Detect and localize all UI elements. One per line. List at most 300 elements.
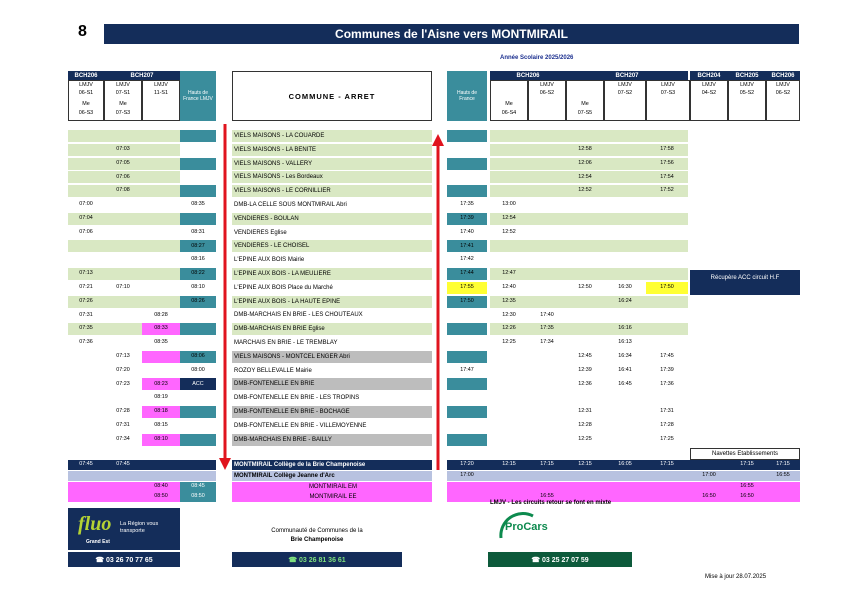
time-left — [142, 158, 180, 170]
dest-time-left: 07:45 — [79, 461, 93, 468]
time-left — [104, 130, 142, 142]
phone-fluo[interactable]: ☎ 03 26 70 77 65 — [68, 552, 180, 567]
time-left: 07:03 — [116, 146, 130, 153]
time-right — [490, 406, 528, 418]
time-left: 08:35 — [154, 339, 168, 346]
col-extra-id — [690, 110, 728, 118]
time-left — [68, 254, 104, 266]
col-id: 06-S1 — [78, 90, 94, 97]
fluo-sub: La Région vous transporte — [120, 521, 159, 535]
cc-line1: Communauté de Communes de la — [271, 528, 363, 534]
stop-name: DMB-FONTENELLE EN BRIE — [232, 378, 432, 390]
dest-time-hdf-right — [447, 492, 487, 502]
time-right — [528, 144, 566, 156]
col-id: 07-S1 — [115, 90, 131, 97]
time-right: 16:13 — [618, 339, 632, 346]
stop-name: VIELS MAISONS - LE CORNILLIER — [232, 185, 432, 197]
dest-time-left — [104, 482, 142, 492]
dest-time-hdf-right — [447, 482, 487, 492]
time-right — [566, 268, 604, 280]
col-extra — [528, 101, 566, 109]
dest-time-left — [68, 482, 104, 492]
time-right: 12:45 — [578, 353, 592, 360]
time-right — [646, 392, 688, 404]
col-days: LMJV — [702, 82, 716, 89]
time-hdf-left: 08:00 — [191, 366, 205, 373]
time-right: 12:54 — [578, 173, 592, 180]
time-right — [490, 392, 528, 404]
time-right — [566, 309, 604, 321]
dest-time-left — [68, 492, 104, 502]
dest-time-right — [566, 471, 604, 481]
time-right: 16:41 — [618, 366, 632, 373]
dest-time-navette: 16:50 — [740, 493, 754, 500]
time-right: 16:45 — [618, 380, 632, 387]
col-days — [566, 82, 604, 90]
time-left — [142, 199, 180, 211]
time-right — [566, 227, 604, 239]
dest-stop: MONTMIRAIL EM — [232, 482, 432, 492]
time-right — [528, 171, 566, 183]
col-extra — [690, 101, 728, 109]
phone-cc[interactable]: ☎ 03 26 81 36 61 — [232, 552, 402, 567]
time-right: 17:28 — [660, 422, 674, 429]
stop-name: VIELS MAISONS - Les Bordeaux — [232, 171, 432, 183]
time-right — [646, 199, 688, 211]
stop-name: DMB-FONTENELLE EN BRIE - BOCHAGE — [232, 406, 432, 418]
time-hdf-left — [180, 213, 216, 225]
time-left: 07:28 — [116, 408, 130, 415]
time-right — [528, 213, 566, 225]
time-right: 12:35 — [502, 297, 516, 304]
time-left — [142, 254, 180, 266]
time-left — [104, 337, 142, 349]
stop-name: DMB-MARCHAIS EN BRIE Eglise — [232, 323, 432, 335]
time-right: 17:31 — [660, 408, 674, 415]
col-extra-id: 06-S4 — [501, 110, 517, 117]
time-hdf-left — [180, 392, 216, 404]
time-hdf-right — [447, 406, 487, 418]
time-hdf-right — [447, 144, 487, 156]
time-right — [646, 337, 688, 349]
time-left — [142, 227, 180, 239]
dest-stop: MONTMIRAIL EE — [232, 492, 432, 502]
dest-time-navette — [766, 492, 800, 502]
col-days: LMJV — [618, 82, 632, 89]
col-days: LMJV — [116, 82, 130, 89]
col-id — [490, 90, 528, 98]
time-hdf-left: 08:31 — [191, 228, 205, 235]
stop-name: VIELS MAISONS - MONTCEL ENGER Abri — [232, 351, 432, 363]
time-left: 07:13 — [116, 353, 130, 360]
time-left: 07:21 — [79, 284, 93, 291]
col-id: 07-S2 — [617, 90, 633, 97]
fluo-text: fluo — [78, 513, 112, 535]
time-right: 17:52 — [660, 187, 674, 194]
time-right — [528, 365, 566, 377]
time-right — [604, 434, 646, 446]
time-hdf-right — [447, 130, 487, 142]
time-right — [604, 199, 646, 211]
time-right — [604, 227, 646, 239]
time-left: 08:18 — [142, 406, 180, 418]
time-right — [646, 323, 688, 335]
time-right — [490, 158, 528, 170]
time-hdf-right: 17:35 — [460, 201, 474, 208]
time-hdf-right — [447, 185, 487, 197]
time-left — [104, 254, 142, 266]
time-left: 08:23 — [142, 378, 180, 390]
time-right — [646, 296, 688, 308]
time-right — [528, 406, 566, 418]
time-hdf-left — [180, 434, 216, 446]
time-right — [566, 254, 604, 266]
time-right — [528, 158, 566, 170]
dest-time-hdf-left — [180, 471, 216, 481]
col-extra: Me — [505, 101, 513, 108]
col-extra-id — [528, 110, 566, 118]
dest-time-left: 08:40 — [154, 483, 168, 490]
time-left — [142, 130, 180, 142]
dest-time-left: 07:45 — [116, 461, 130, 468]
time-left — [142, 282, 180, 294]
time-right — [566, 240, 604, 252]
code-bch207: BCH207 — [104, 71, 180, 80]
time-hdf-right: 17:44 — [447, 268, 487, 280]
dest-time-navette — [690, 482, 728, 492]
time-right — [528, 268, 566, 280]
time-right: 16:30 — [618, 284, 632, 291]
stop-name: DMB-FONTENELLE EN BRIE - LES TROPINS — [234, 395, 360, 402]
dest-time-right: 16:05 — [618, 461, 632, 468]
dest-time-right — [604, 482, 646, 492]
footnote: LMJV - Les circuits retour se font en mixte — [490, 500, 612, 506]
dest-time-right — [646, 492, 688, 502]
navettes-label: Navettes Etablissements — [690, 448, 800, 460]
col-extra — [604, 101, 646, 109]
fluo-grand: Grand Est — [86, 539, 110, 545]
dest-time-hdf-left: 08:45 — [180, 482, 216, 492]
phone-procars[interactable]: ☎ 03 25 27 07 59 — [488, 552, 632, 567]
time-right — [528, 240, 566, 252]
time-left — [142, 171, 180, 183]
col-extra-id: 07-S3 — [115, 110, 131, 117]
time-right — [604, 185, 646, 197]
time-left: 07:20 — [116, 366, 130, 373]
time-right — [604, 130, 646, 142]
time-right — [566, 323, 604, 335]
dest-time-navette: 17:15 — [776, 461, 790, 468]
dest-time-right — [528, 482, 566, 492]
time-right: 17:58 — [660, 146, 674, 153]
time-right — [528, 130, 566, 142]
time-hdf-right — [447, 158, 487, 170]
stop-name: DMB-LA CELLE SOUS MONTMIRAIL Abri — [234, 202, 347, 208]
time-right: 12:36 — [578, 380, 592, 387]
time-left: 08:10 — [142, 434, 180, 446]
col-extra-id — [728, 110, 766, 118]
dest-time-hdf-right: 17:20 — [460, 461, 474, 468]
time-right: 12:50 — [578, 284, 592, 291]
time-left — [142, 365, 180, 377]
time-hdf-left — [180, 420, 216, 432]
dest-time-left: 08:50 — [154, 493, 168, 500]
time-right — [528, 420, 566, 432]
time-hdf-right — [447, 337, 487, 349]
time-right — [490, 420, 528, 432]
time-left — [68, 392, 104, 404]
col-extra: Me — [82, 101, 90, 108]
time-left: 07:10 — [116, 284, 130, 291]
time-hdf-right — [447, 171, 487, 183]
time-left: 07:36 — [79, 339, 93, 346]
time-right — [528, 392, 566, 404]
dest-time-navette: 16:55 — [740, 483, 754, 490]
stop-name: VIELS MAISONS - LA COUARDE — [232, 130, 432, 142]
time-hdf-left: 08:16 — [191, 256, 205, 263]
time-hdf-right: 17:41 — [447, 240, 487, 252]
dest-time-right — [646, 482, 688, 492]
dest-time-right — [490, 482, 528, 492]
time-right — [566, 130, 604, 142]
time-left — [104, 309, 142, 321]
time-hdf-left — [180, 337, 216, 349]
time-hdf-left: 08:27 — [180, 240, 216, 252]
time-right: 17:56 — [660, 159, 674, 166]
time-hdf-left: 08:10 — [191, 284, 205, 291]
time-left: 08:28 — [154, 311, 168, 318]
time-left — [68, 158, 104, 170]
stop-name: L'EPINE AUX BOIS - LA HAUTE EPINE — [232, 296, 432, 308]
time-hdf-left: 08:35 — [191, 201, 205, 208]
stop-name: DMB-FONTENELLE EN BRIE - VILLEMOYENNE — [234, 422, 367, 429]
time-left: 07:35 — [79, 325, 93, 332]
time-right — [566, 337, 604, 349]
time-right: 12:25 — [578, 435, 592, 442]
time-hdf-right: 17:39 — [447, 213, 487, 225]
time-right — [604, 213, 646, 225]
time-right — [604, 309, 646, 321]
time-left — [68, 365, 104, 377]
time-right — [528, 199, 566, 211]
code-right: BCH206 — [766, 71, 800, 80]
col-extra — [646, 101, 690, 109]
time-right — [528, 378, 566, 390]
time-right: 12:25 — [502, 339, 516, 346]
time-left — [142, 240, 180, 252]
time-left — [68, 406, 104, 418]
time-right: 12:47 — [502, 270, 516, 277]
stop-name: ROZOY BELLEVALLE Mairie — [234, 367, 312, 374]
time-right — [604, 268, 646, 280]
time-hdf-right — [447, 323, 487, 335]
col-extra: Me — [581, 101, 589, 108]
time-right — [528, 351, 566, 363]
time-right: 12:52 — [502, 228, 516, 235]
time-hdf-right — [447, 392, 487, 404]
time-hdf-left — [180, 406, 216, 418]
down-arrow-icon — [215, 120, 235, 472]
dest-time-navette: 16:50 — [702, 493, 716, 500]
time-left: 08:19 — [154, 394, 168, 401]
time-left — [142, 268, 180, 280]
time-right: 13:00 — [502, 201, 516, 208]
dest-time-right — [566, 482, 604, 492]
fluo-logo — [68, 508, 180, 550]
col-days: LMJV — [776, 82, 790, 89]
time-left — [104, 296, 142, 308]
time-left — [68, 185, 104, 197]
dest-stop: MONTMIRAIL Collège Jeanne d'Arc — [232, 471, 432, 481]
dest-time-right — [528, 471, 566, 481]
stop-name: VENDIERES - BOULAN — [232, 213, 432, 225]
dest-time-right — [490, 471, 528, 481]
time-right — [646, 254, 688, 266]
school-year: Année Scolaire 2025/2026 — [500, 55, 574, 61]
time-left: 07:34 — [116, 435, 130, 442]
time-left — [68, 171, 104, 183]
time-left — [142, 213, 180, 225]
time-left — [104, 240, 142, 252]
time-right — [566, 199, 604, 211]
time-left — [104, 199, 142, 211]
time-left: 07:31 — [79, 311, 93, 318]
col-extra-id: 07-S5 — [577, 110, 593, 117]
time-left — [104, 323, 142, 335]
time-right — [566, 296, 604, 308]
col-extra-id — [766, 110, 800, 118]
stop-name: L'EPINE AUX BOIS Mairie — [234, 257, 305, 264]
time-hdf-left — [180, 158, 216, 170]
dest-time-right: 12:15 — [578, 461, 592, 468]
time-left: 07:06 — [79, 228, 93, 235]
col-extra: Me — [119, 101, 127, 108]
time-right — [490, 434, 528, 446]
col-days: LMJV — [79, 82, 93, 89]
time-hdf-right — [447, 434, 487, 446]
hdf-right-header: Hauts de France — [447, 71, 487, 121]
stop-name: VENDIERES - LE CHOISEL — [232, 240, 432, 252]
col-extra — [142, 101, 180, 109]
time-right: 17:54 — [660, 173, 674, 180]
time-right: 12:28 — [578, 422, 592, 429]
time-right: 12:58 — [578, 146, 592, 153]
hdf-left-header: Hauts de France LMJV — [180, 71, 216, 121]
time-right — [604, 171, 646, 183]
time-right — [528, 434, 566, 446]
col-extra — [728, 101, 766, 109]
time-hdf-right: 17:50 — [447, 296, 487, 308]
dest-time-right — [604, 471, 646, 481]
time-right: 12:40 — [502, 284, 516, 291]
time-hdf-left — [180, 130, 216, 142]
time-right: 12:26 — [502, 325, 516, 332]
dest-time-navette — [690, 460, 728, 470]
dest-time-left — [142, 460, 180, 470]
col-id: 06-S2 — [775, 90, 791, 97]
time-hdf-right — [447, 309, 487, 321]
time-left — [68, 420, 104, 432]
col-id: 06-S2 — [539, 90, 555, 97]
time-right: 16:34 — [618, 353, 632, 360]
code-right: BCH207 — [566, 71, 688, 80]
col-id — [566, 90, 604, 98]
dest-time-right: 17:15 — [660, 461, 674, 468]
dest-time-navette: 17:15 — [740, 461, 754, 468]
time-right — [646, 268, 688, 280]
col-days: LMJV — [154, 82, 168, 89]
time-hdf-left — [180, 323, 216, 335]
time-right: 12:54 — [502, 215, 516, 222]
time-hdf-right — [447, 420, 487, 432]
time-left: 08:15 — [154, 422, 168, 429]
time-left — [68, 240, 104, 252]
dest-time-navette — [728, 471, 766, 481]
time-hdf-left — [180, 185, 216, 197]
time-right: 17:45 — [660, 353, 674, 360]
side-note: Récupère ACC circuit H.F — [690, 270, 800, 295]
dest-time-left — [104, 492, 142, 502]
dest-time-hdf-right: 17:00 — [460, 472, 474, 479]
col-days: LMJV — [661, 82, 675, 89]
time-hdf-left: 08:26 — [180, 296, 216, 308]
dest-time-right — [646, 471, 688, 481]
procars-logo — [493, 512, 551, 542]
time-right — [604, 254, 646, 266]
time-left: 08:33 — [142, 323, 180, 335]
col-id: 11-S1 — [154, 90, 168, 97]
time-right: 12:31 — [578, 408, 592, 415]
col-days: LMJV — [740, 82, 754, 89]
time-right: 16:16 — [618, 325, 632, 332]
dest-time-hdf-left — [180, 460, 216, 470]
cc-line2: Brie Champenoise — [290, 537, 344, 543]
commune-header: COMMUNE - ARRET — [232, 71, 432, 121]
time-right — [604, 158, 646, 170]
time-left — [68, 378, 104, 390]
time-right — [604, 406, 646, 418]
updated-date: Mise à jour 28.07.2025 — [705, 574, 767, 580]
time-left — [68, 434, 104, 446]
time-right: 17:40 — [540, 311, 554, 318]
time-right — [528, 254, 566, 266]
col-extra — [766, 101, 800, 109]
time-left: 07:08 — [116, 187, 130, 194]
time-right — [490, 144, 528, 156]
dest-stop: MONTMIRAIL Collège de la Brie Champenoise — [232, 460, 432, 470]
procars-text: ProCars — [505, 521, 548, 533]
col-extra-id — [142, 110, 180, 118]
col-extra-id: 06-S3 — [78, 110, 94, 117]
time-right: 17:34 — [540, 339, 554, 346]
time-right — [490, 130, 528, 142]
dest-time-right: 16:55 — [540, 493, 554, 500]
time-right — [528, 282, 566, 294]
code-right: BCH205 — [728, 71, 766, 80]
time-right — [490, 171, 528, 183]
code-right: BCH206 — [490, 71, 566, 80]
dest-time-hdf-left: 08:50 — [180, 492, 216, 502]
time-right — [604, 144, 646, 156]
time-right — [604, 240, 646, 252]
time-left: 07:04 — [79, 215, 93, 222]
time-right — [604, 420, 646, 432]
time-hdf-left — [180, 309, 216, 321]
time-right: 17:25 — [660, 435, 674, 442]
time-right — [604, 392, 646, 404]
dest-time-right: 12:15 — [502, 461, 516, 468]
code-right: BCH204 — [690, 71, 728, 80]
